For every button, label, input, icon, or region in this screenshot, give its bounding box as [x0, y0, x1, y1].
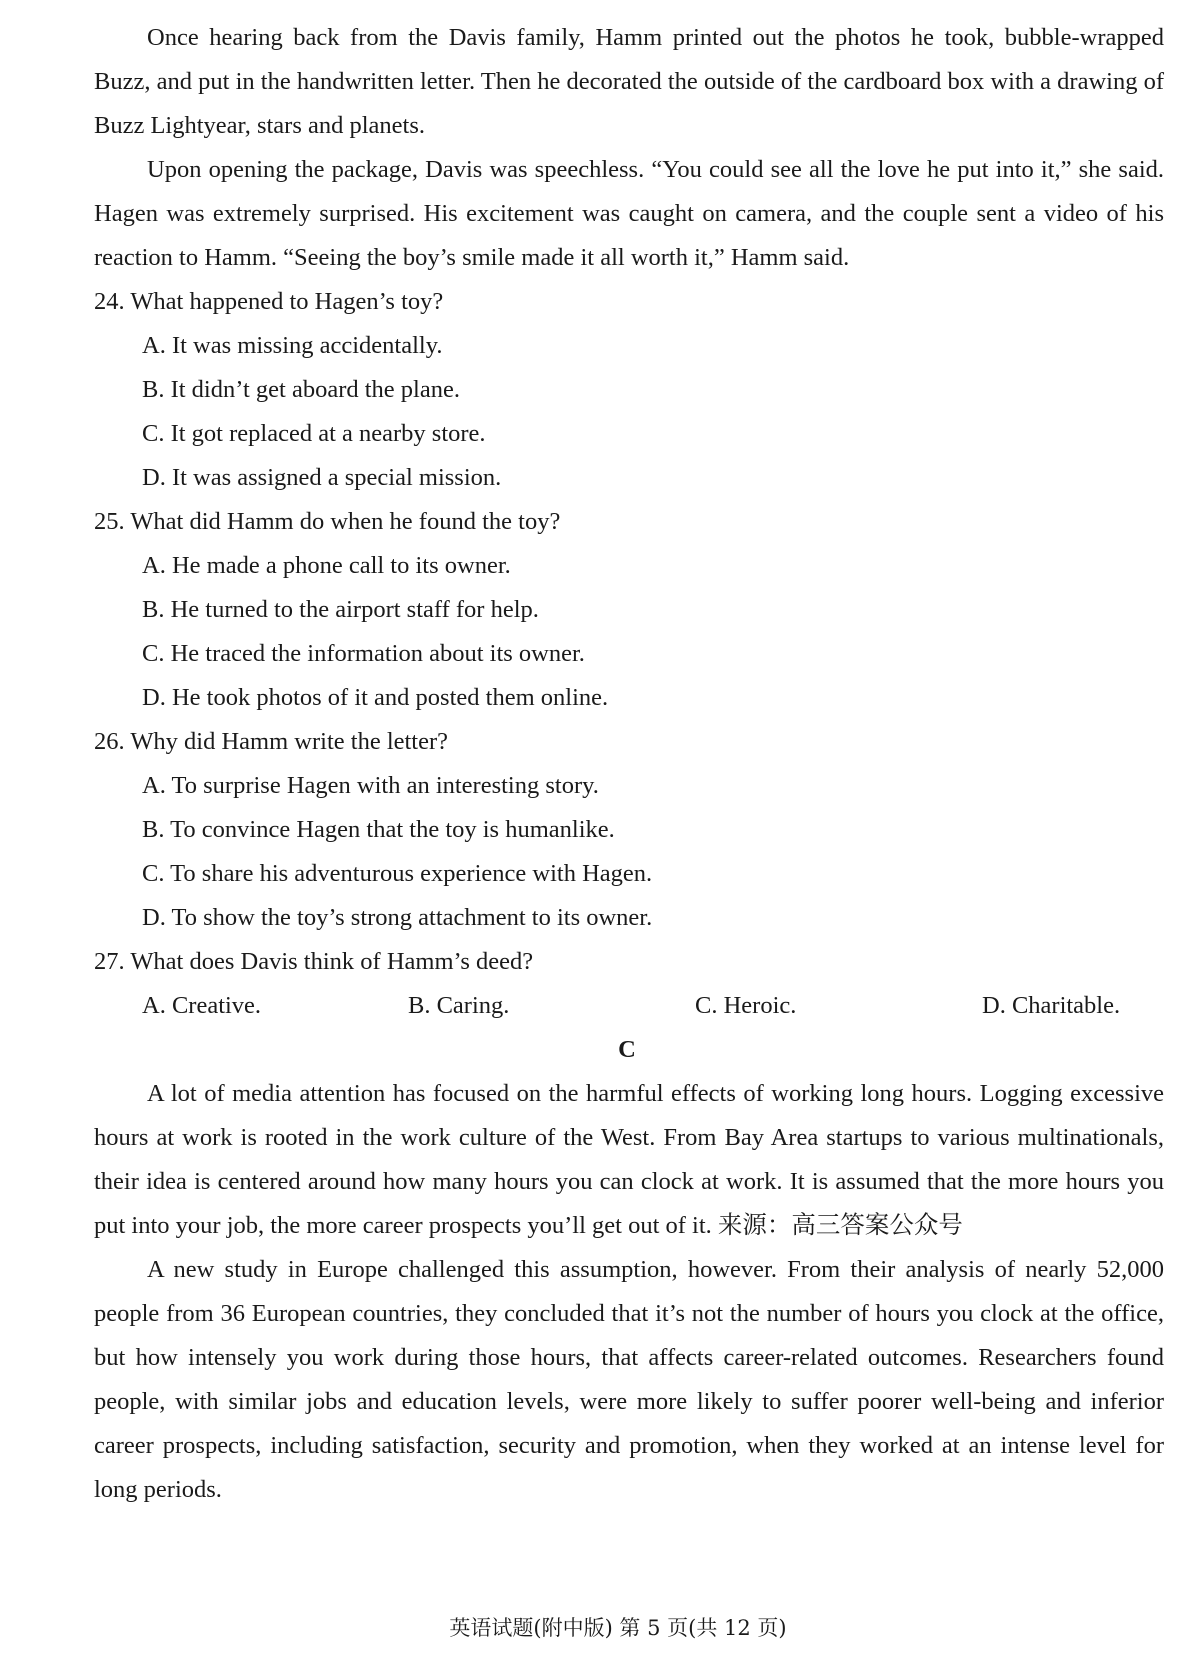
question-number: 27.	[94, 948, 125, 975]
option-d: D. Charitable.	[982, 992, 1121, 1019]
option-d: D. It was assigned a special mission.	[142, 464, 502, 491]
option-a: A. He made a phone call to its owner.	[142, 552, 511, 579]
passage-c-paragraph-2: A new study in Europe challenged this assumption, however. From their analysis of nearly 52,000 people from 36 European countries, they concluded that it’s not the number of hours you clock at the office, but how intensely you work during those hours, that affects career-related outcomes. Researchers found people, with similar jobs and education levels, were more likely to suffer poorer well-being and inferior career prospects, including satisfaction, security and promotion, when they worked at an intense level for long periods.	[94, 1256, 1164, 1503]
question-number: 25.	[94, 508, 125, 535]
option-a: A. It was missing accidentally.	[142, 332, 443, 359]
passage-c-paragraph-1: A lot of media attention has focused on the harmful effects of working long hours. Logging excessive hours at work is rooted in the work culture of the West. From Bay Area startups to various multinationals, their idea is centered around how many hours you can clock at work. It is assumed that the more hours you put into your job, the more career prospects you’ll get out of it. 来源：高三答案公众号	[94, 1080, 1164, 1239]
option-b: B. He turned to the airport staff for help.	[142, 596, 539, 623]
section-heading-c: C	[618, 1036, 636, 1063]
question-27	[94, 940, 1164, 1028]
question-26	[94, 720, 1164, 940]
passage-b-paragraph-1: Once hearing back from the Davis family, Hamm printed out the photos he took, bubble-wrapped Buzz, and put in the handwritten letter. Then he decorated the outside of the cardboard box with a drawing of Buzz Lightyear, stars and planets.	[94, 24, 1164, 139]
page-footer: 英语试题(附中版) 第 5 页(共 12 页)	[449, 1616, 787, 1640]
question-stem: What happened to Hagen’s toy?	[130, 288, 444, 315]
question-24	[94, 280, 1164, 500]
option-c: C. Heroic.	[695, 992, 797, 1019]
question-number: 24.	[94, 288, 125, 315]
option-c: C. He traced the information about its owner.	[142, 640, 585, 667]
option-b: B. It didn’t get aboard the plane.	[142, 376, 460, 403]
options-row	[94, 984, 1164, 1028]
option-d: D. He took photos of it and posted them online.	[142, 684, 609, 711]
passage-b-paragraph-2: Upon opening the package, Davis was speechless. “You could see all the love he put into it,” she said. Hagen was extremely surprised. His excitement was caught on camera, and the couple sent a video of his reaction to Hamm. “Seeing the boy’s smile made it all worth it,” Hamm said.	[94, 156, 1164, 271]
option-c: C. To share his adventurous experience with Hagen.	[142, 860, 653, 887]
question-number: 26.	[94, 728, 125, 755]
question-25	[94, 500, 1164, 720]
option-c: C. It got replaced at a nearby store.	[142, 420, 486, 447]
option-a: A. Creative.	[142, 992, 262, 1019]
question-stem: What did Hamm do when he found the toy?	[130, 508, 561, 535]
option-a: A. To surprise Hagen with an interesting story.	[142, 772, 599, 799]
option-d: D. To show the toy’s strong attachment to its owner.	[142, 904, 653, 931]
question-stem: Why did Hamm write the letter?	[130, 728, 449, 755]
question-stem: What does Davis think of Hamm’s deed?	[130, 948, 534, 975]
option-b: B. To convince Hagen that the toy is humanlike.	[142, 816, 615, 843]
option-b: B. Caring.	[408, 992, 510, 1019]
